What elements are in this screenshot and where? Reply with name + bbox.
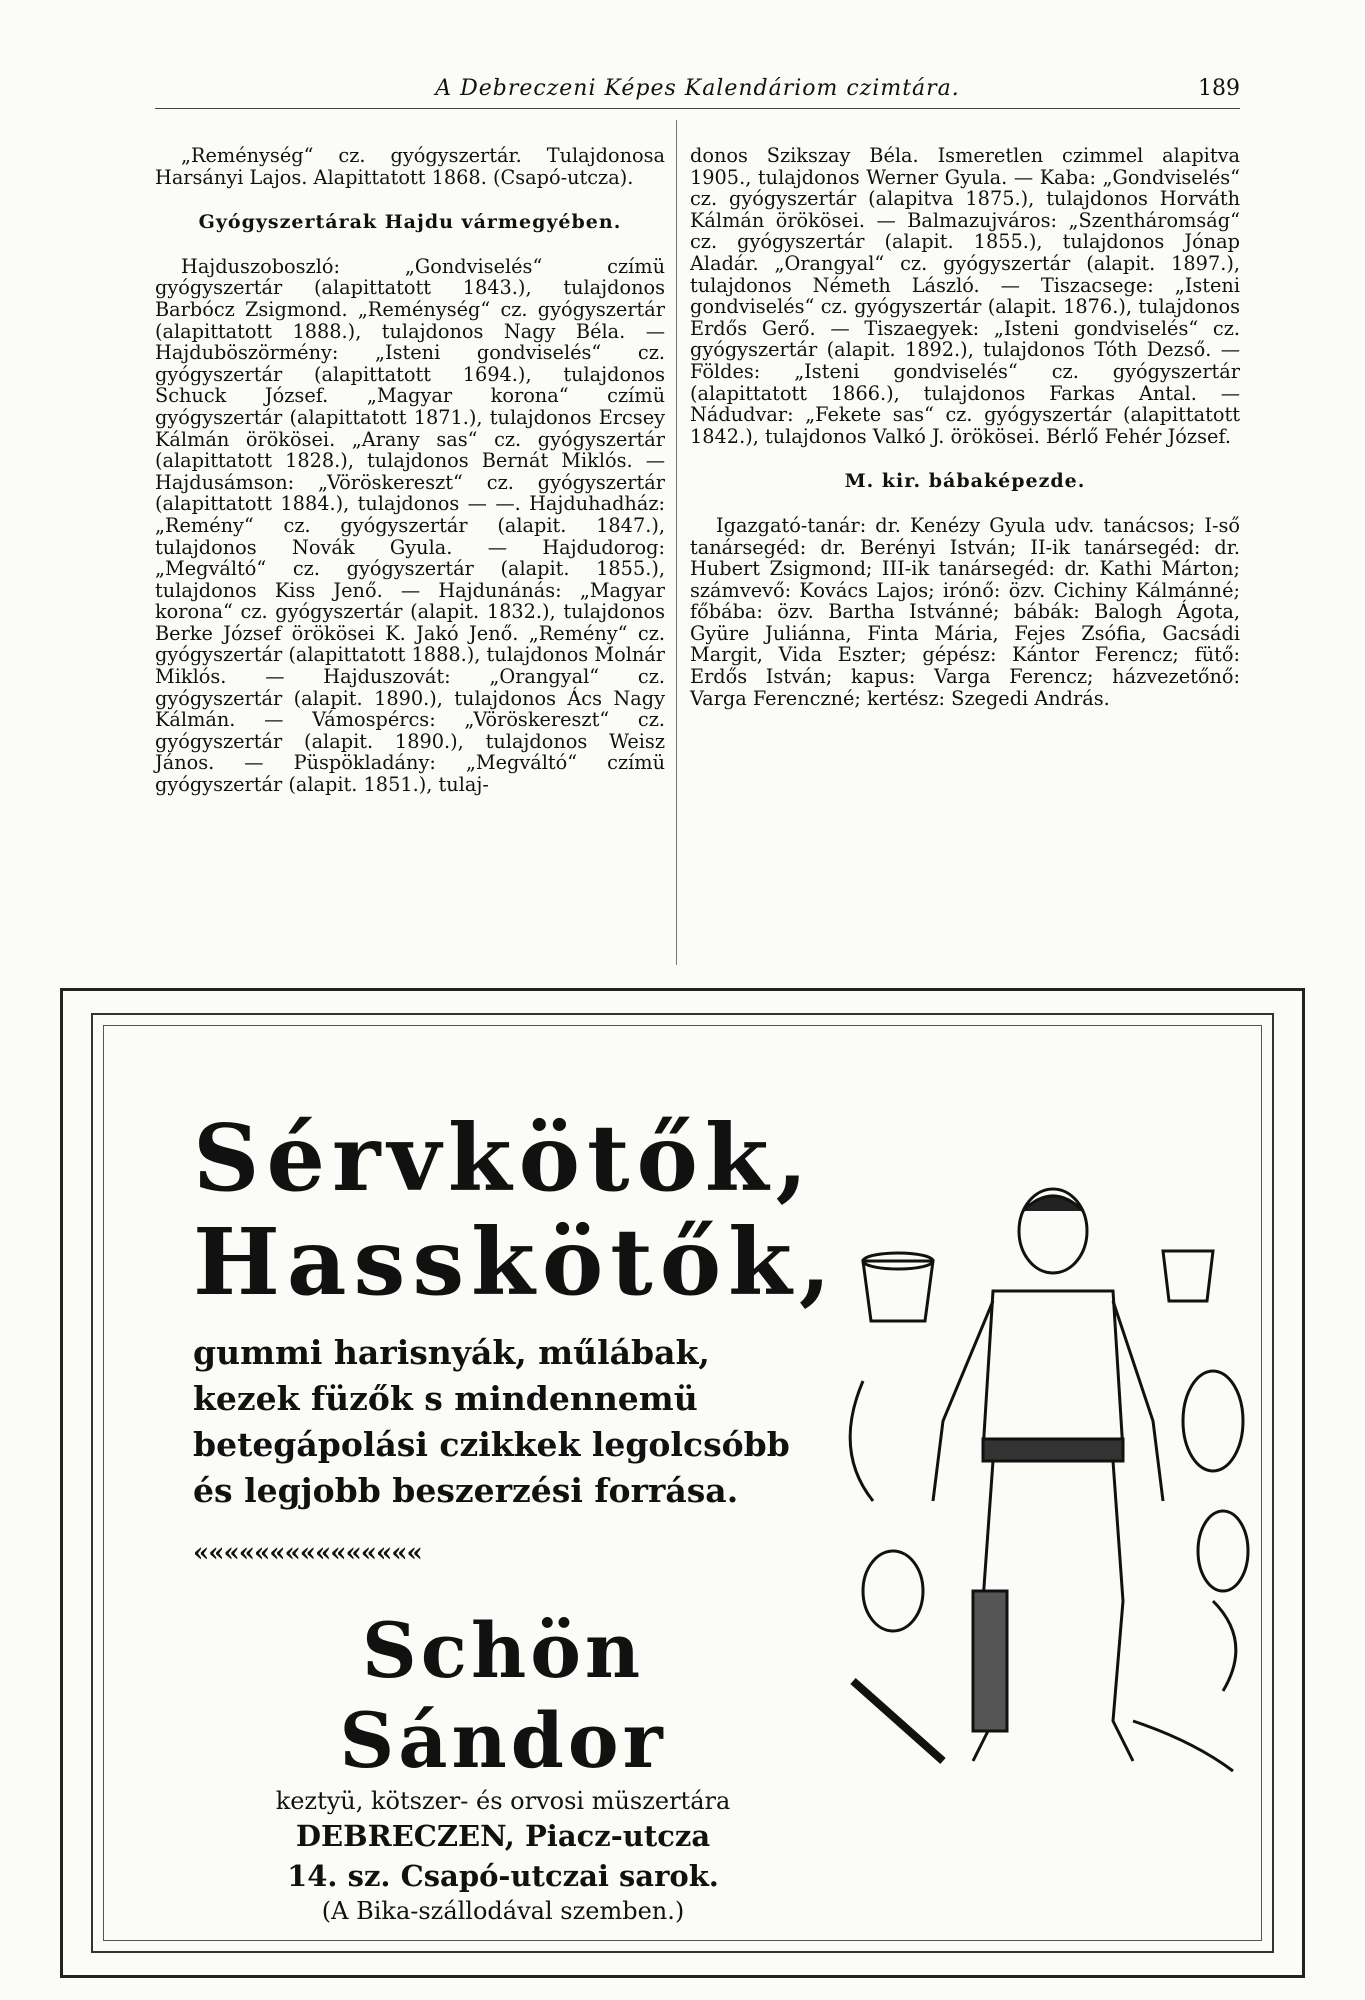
page-number: 189 <box>1198 76 1240 101</box>
advertisement-text <box>193 1104 838 1926</box>
ad-trade: keztyü, kötszer- és orvosi müszertára <box>275 1787 731 1815</box>
section-title-midwifery: M. kir. bábaképezde. <box>844 470 1086 493</box>
right-column <box>690 145 1240 709</box>
staff-paragraph: Igazgató-tanár: dr. Kenézy Gyula udv. tanácsos; I-ső tanársegéd: dr. Berényi István; II-ik tanársegéd: dr. Hubert Zsigmond; III-ik tanársegéd: dr. Kathi Márton; számvevő: Kovács Lajos; irónő: özv. Cichiny Kálmánné; főbába: özv. Bartha Istvánné; bábák: Balogh Ágota, Gyüre Juliánna, Finta Mária, Fejes Zsófia, Gacsádi Margit, Vida Eszter; gépész: Kántor Ferencz; fütő: Erdős István; kapus: Varga Ferencz; házvezetőnő: Varga Ferenczné; kertész: Szegedi András. <box>690 513 1240 710</box>
running-title: A Debreczeni Képes Kalendáriom czimtára. <box>435 76 960 101</box>
prosthetic-leg-icon <box>973 1591 1007 1731</box>
ad-street: 14. sz. Csapó-utczai sarok. <box>287 1859 719 1893</box>
page-header <box>155 72 1240 109</box>
ad-headline-2: Hasskötők, <box>193 1208 838 1316</box>
ad-landmark: (A Bika-szállodával szemben.) <box>321 1897 685 1925</box>
pharmacies-paragraph: Hajduszoboszló: „Gondviselés“ czímü gyógyszertár (alapittatott 1843.), tulajdonos Barbócz Zsigmond. „Reménység“ cz. gyógyszertár (alapittatott 1888.), tulajdonos Nagy Béla. — Hajduböszörmény: „Isteni gondviselés“ cz. gyógyszertár (alapittatott 1694.), tulajdonos Schuck József. „Magyar korona“ czímü gyógyszertár (alapittatott 1871.), tulajdonos Ercsey Kálmán örökösei. „Arany sas“ cz. gyógyszertár (alapittatott 1828.), tulajdonos Bernát Miklós. — Hajdusámson: „Vöröskereszt“ cz. gyógyszertár (alapittatott 1884.), tulajdonos — —. Hajduhadház: „Remény“ cz. gyógyszertár (alapit. 1847.), tulajdonos Novák Gyula. — Hajdudorog: „Megváltó“ cz. gyógyszertár (alapit. 1855.), tulajdonos Kiss Jenő. — Hajdunánás: „Magyar korona“ cz. gyógyszertár (alapit. 1832.), tulajdonos Berke József örökösei K. Jakó Jenő. „Remény“ cz. gyógyszertár (alapittatott 1888.), tulajdonos Molnár Miklós. — Hajduszovát: „Orangyal“ cz. gyógyszertár (alapit. 1890.), tulajdonos Ács Nagy Kálmán. — Vámospércs: „Vöröskereszt“ cz. gyógyszertár (alapit. 1890.), tulajdonos Weisz János. — Püspökladány: „Megváltó“ czímü gyógyszertár (alapit. 1851.), tulaj- <box>155 254 665 797</box>
pharmacies-continued: donos Szikszay Béla. Ismeretlen czimmel alapitva 1905., tulajdonos Werner Gyula. — Kaba: „Gondviselés“ cz. gyógyszertár (alapitva 1875.), tulajdonos Horváth Kálmán örökösei. — Balmazujváros: „Szentháromság“ cz. gyógyszertár (alapit. 1855.), tulajdonos Jónap Aladár. „Orangyal“ cz. gyógyszertár (alapit. 1897.), tulajdonos Németh László. — Tiszacsege: „Isteni gondviselés“ cz. gyógyszertár (alapit. 1876.), tulajdonos Erdős Gerő. — Tiszaegyek: „Isteni gondviselés“ cz. gyógyszertár (alapit. 1892.), tulajdonos Tóth Dezső. — Földes: „Isteni gondviselés“ cz. gyógyszertár (alapittatott 1866.), tulajdonos Farkas Antal. — Nádudvar: „Fekete sas“ cz. gyógyszertár (alapittatott 1842.), tulajdonos Valkó J. örökösei. Bérlő Fehér József. <box>690 144 1240 448</box>
ad-description: gummi harisnyák, műlábak, kezek füzők s mindennemü betegápolási czikkek legolcsóbb és legjobb beszerzési forrása. <box>193 1333 790 1510</box>
ad-headline-1: Sérvkötők, <box>193 1104 815 1212</box>
left-column <box>155 145 665 796</box>
medical-illustration <box>833 1121 1273 1831</box>
column-divider <box>676 120 677 965</box>
intro-paragraph: „Reménység“ cz. gyógyszertár. Tulajdonosa Harsányi Lajos. Alapittatott 1868. (Csapó-utcza). <box>155 144 665 189</box>
torso-icon <box>983 1291 1123 1451</box>
ad-merchant-name: Schön Sándor <box>339 1606 667 1785</box>
ad-ornament: ««««««««««««««« <box>193 1538 422 1568</box>
section-title-pharmacies: Gyógyszertárak Hajdu vármegyében. <box>198 211 622 234</box>
bottle-icon <box>1183 1371 1243 1471</box>
cup-icon <box>1163 1251 1213 1301</box>
ad-city: DEBRECZEN, Piacz-utcza <box>295 1819 711 1853</box>
advertisement-frame <box>60 988 1305 1978</box>
